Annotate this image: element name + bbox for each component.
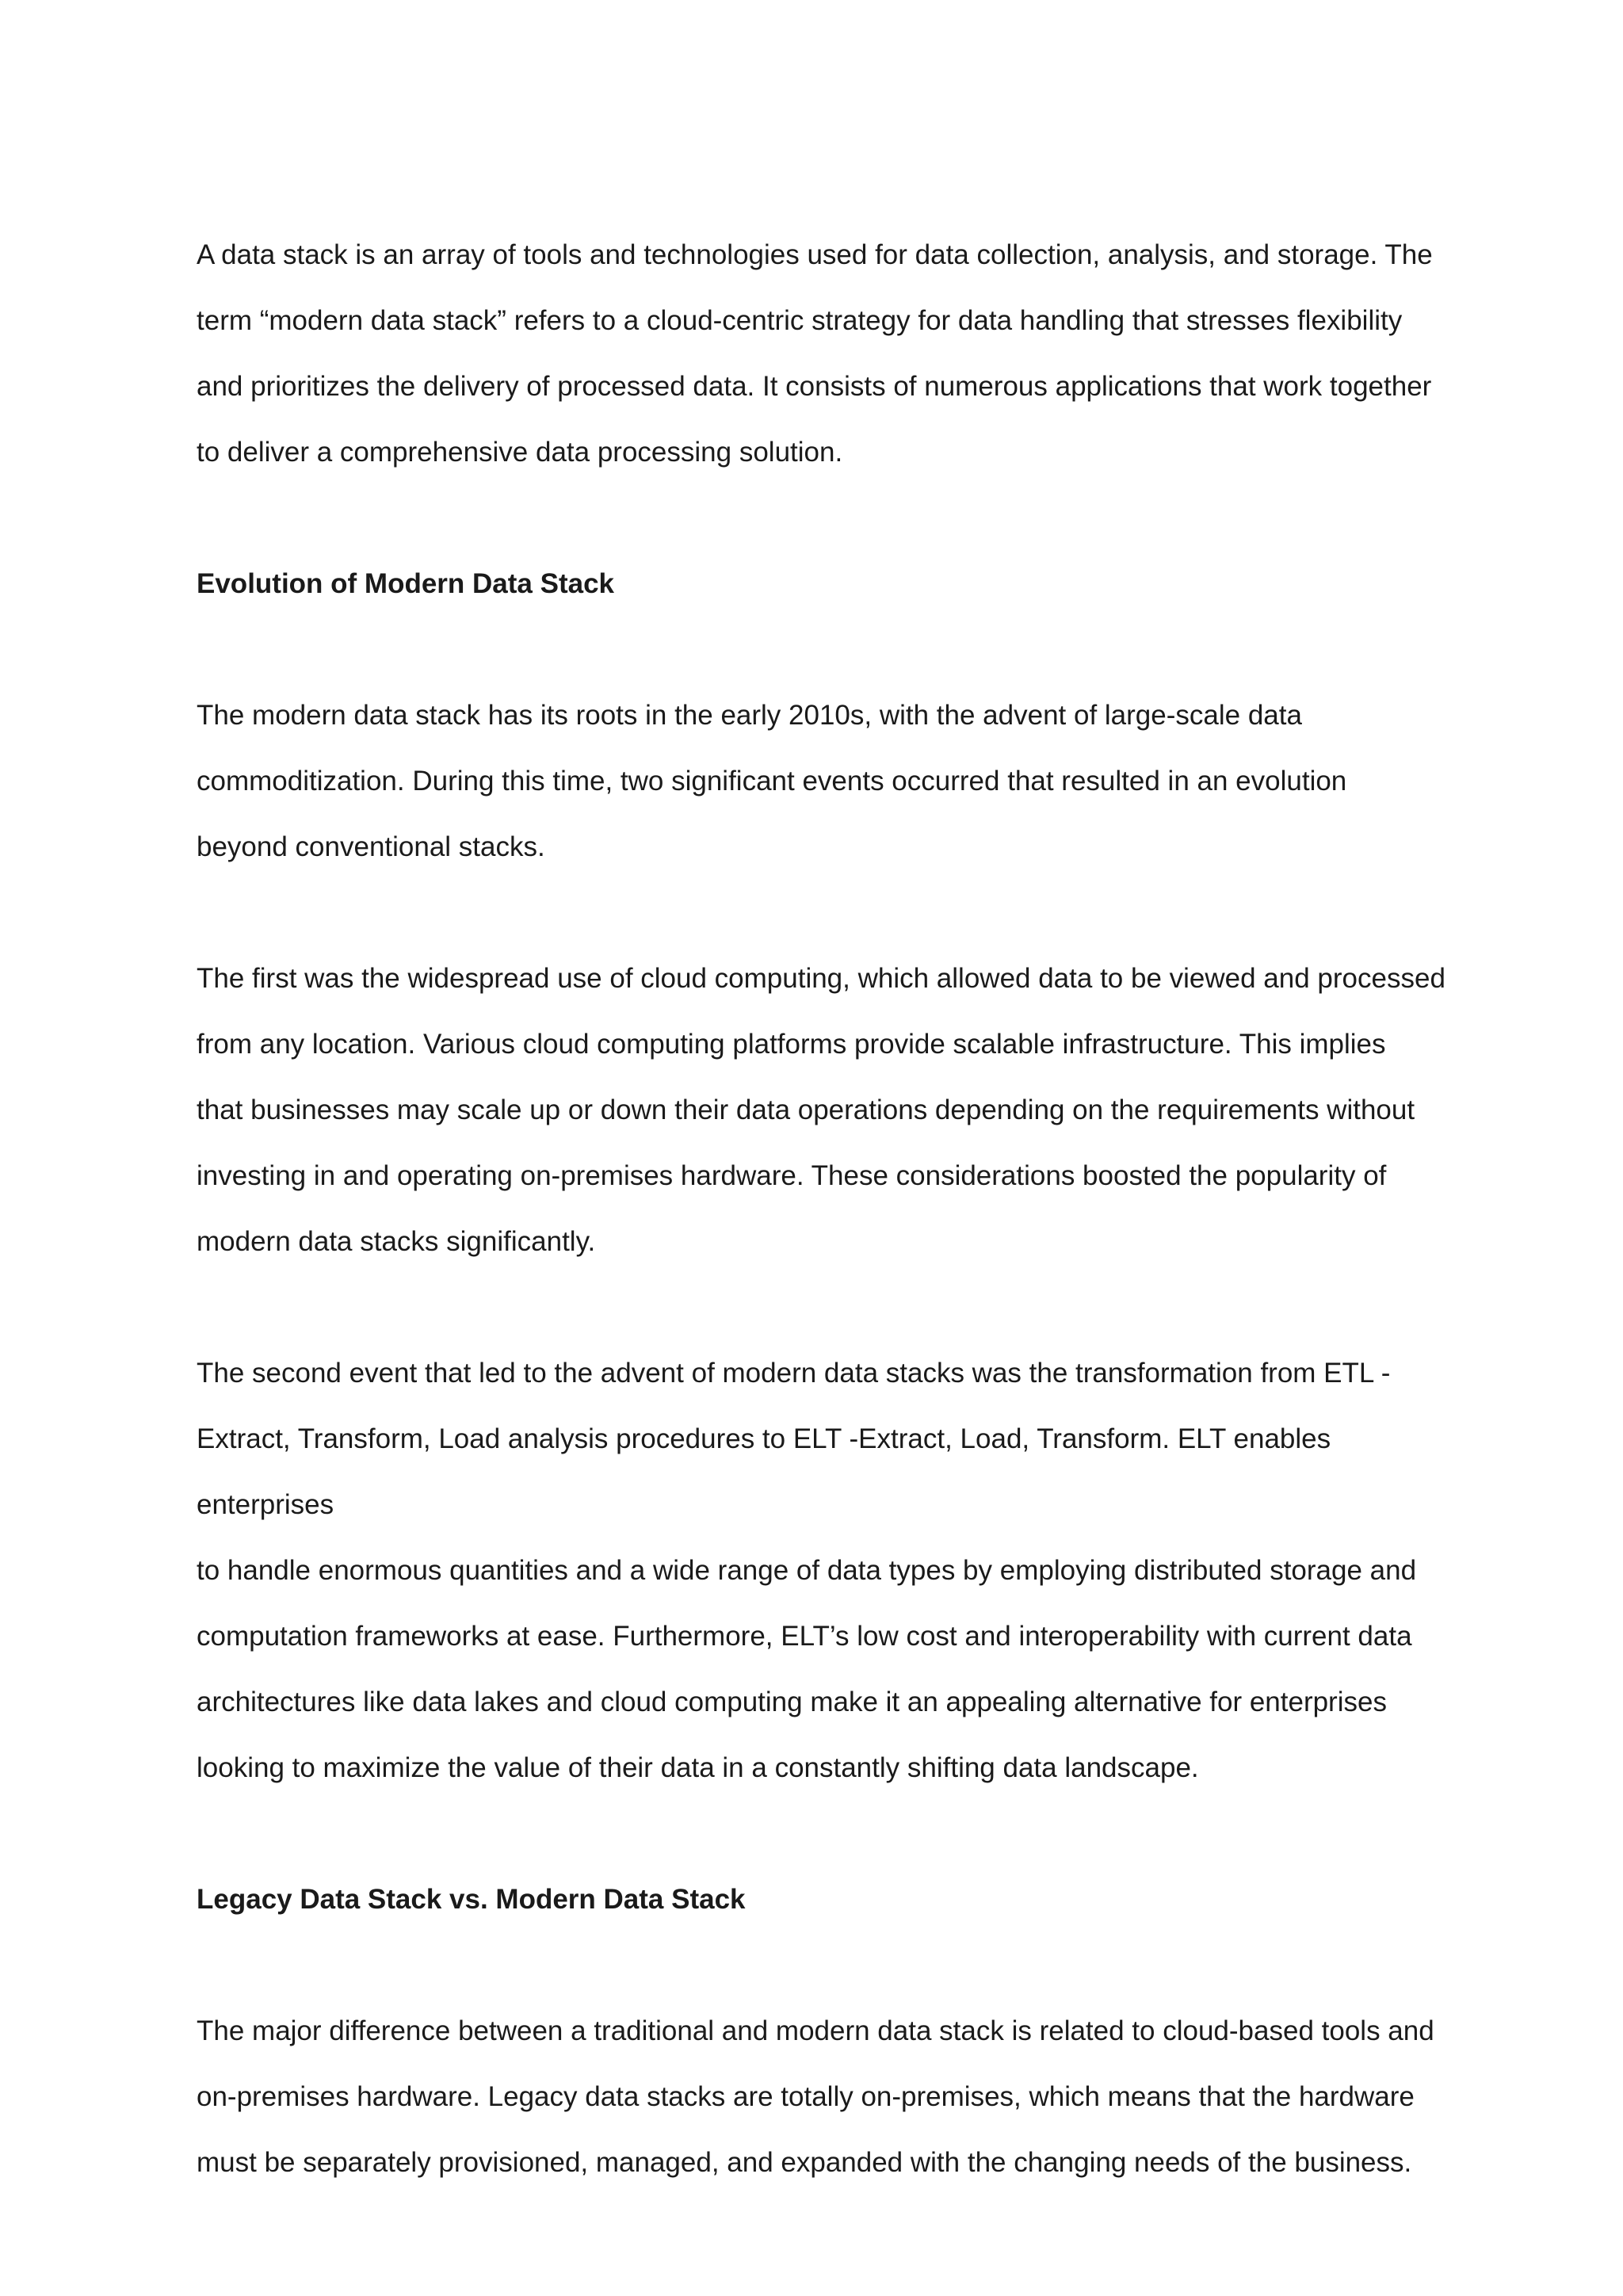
text-line: and prioritizes the delivery of processed data. It consists of numerous applications that work together (197, 371, 1432, 402)
text-line: beyond conventional stacks. (197, 831, 545, 862)
spacer (197, 1801, 1449, 1866)
text-line: from any location. Various cloud computing platforms provide scalable infrastructure. This implies (197, 1029, 1386, 1060)
text-line: The modern data stack has its roots in the early 2010s, with the advent of large-scale data (197, 700, 1302, 731)
text-line: investing in and operating on-premises hardware. These considerations boosted the popularity of (197, 1160, 1387, 1191)
paragraph-cloud (197, 946, 1449, 1274)
paragraph-elt (197, 1340, 1449, 1801)
spacer (197, 1932, 1449, 1998)
heading-evolution: Evolution of Modern Data Stack (197, 568, 614, 599)
text-line: modern data stacks significantly. (197, 1226, 596, 1257)
text-line: that businesses may scale up or down their data operations depending on the requirements without (197, 1095, 1415, 1125)
text-line: to handle enormous quantities and a wide range of data types by employing distributed storage and (197, 1555, 1417, 1586)
text-line: Extract, Transform, Load analysis procedures to ELT -Extract, Load, Transform. ELT enables enterprises (197, 1423, 1331, 1520)
paragraph-difference (197, 1998, 1449, 2195)
text-line: term “modern data stack” refers to a cloud-centric strategy for data handling that stresses flexibility (197, 305, 1403, 336)
text-line: The major difference between a traditional and modern data stack is related to cloud-based tools and (197, 2015, 1434, 2046)
spacer (197, 880, 1449, 946)
text-line: A data stack is an array of tools and technologies used for data collection, analysis, and storage. The (197, 239, 1433, 270)
text-line: The first was the widespread use of cloud computing, which allowed data to be viewed and processed (197, 963, 1445, 994)
spacer (197, 485, 1449, 551)
text-line: commoditization. During this time, two significant events occurred that resulted in an evolution (197, 766, 1347, 797)
text-line: must be separately provisioned, managed, and expanded with the changing needs of the business. (197, 2147, 1412, 2178)
heading-legacy-vs-modern: Legacy Data Stack vs. Modern Data Stack (197, 1884, 746, 1915)
paragraph-intro (197, 222, 1449, 485)
text-line: architectures like data lakes and cloud computing make it an appealing alternative for enterprises (197, 1687, 1387, 1717)
text-line: looking to maximize the value of their data in a constantly shifting data landscape. (197, 1752, 1199, 1783)
spacer (197, 617, 1449, 682)
spacer (197, 1274, 1449, 1340)
text-line: The second event that led to the advent of modern data stacks was the transformation from ETL - (197, 1358, 1391, 1389)
text-line: on-premises hardware. Legacy data stacks are totally on-premises, which means that the hardware (197, 2081, 1415, 2112)
paragraph-roots (197, 682, 1449, 880)
text-line: computation frameworks at ease. Furthermore, ELT’s low cost and interoperability with current data (197, 1621, 1412, 1652)
document-body (197, 222, 1449, 2195)
text-line: to deliver a comprehensive data processing solution. (197, 437, 843, 468)
